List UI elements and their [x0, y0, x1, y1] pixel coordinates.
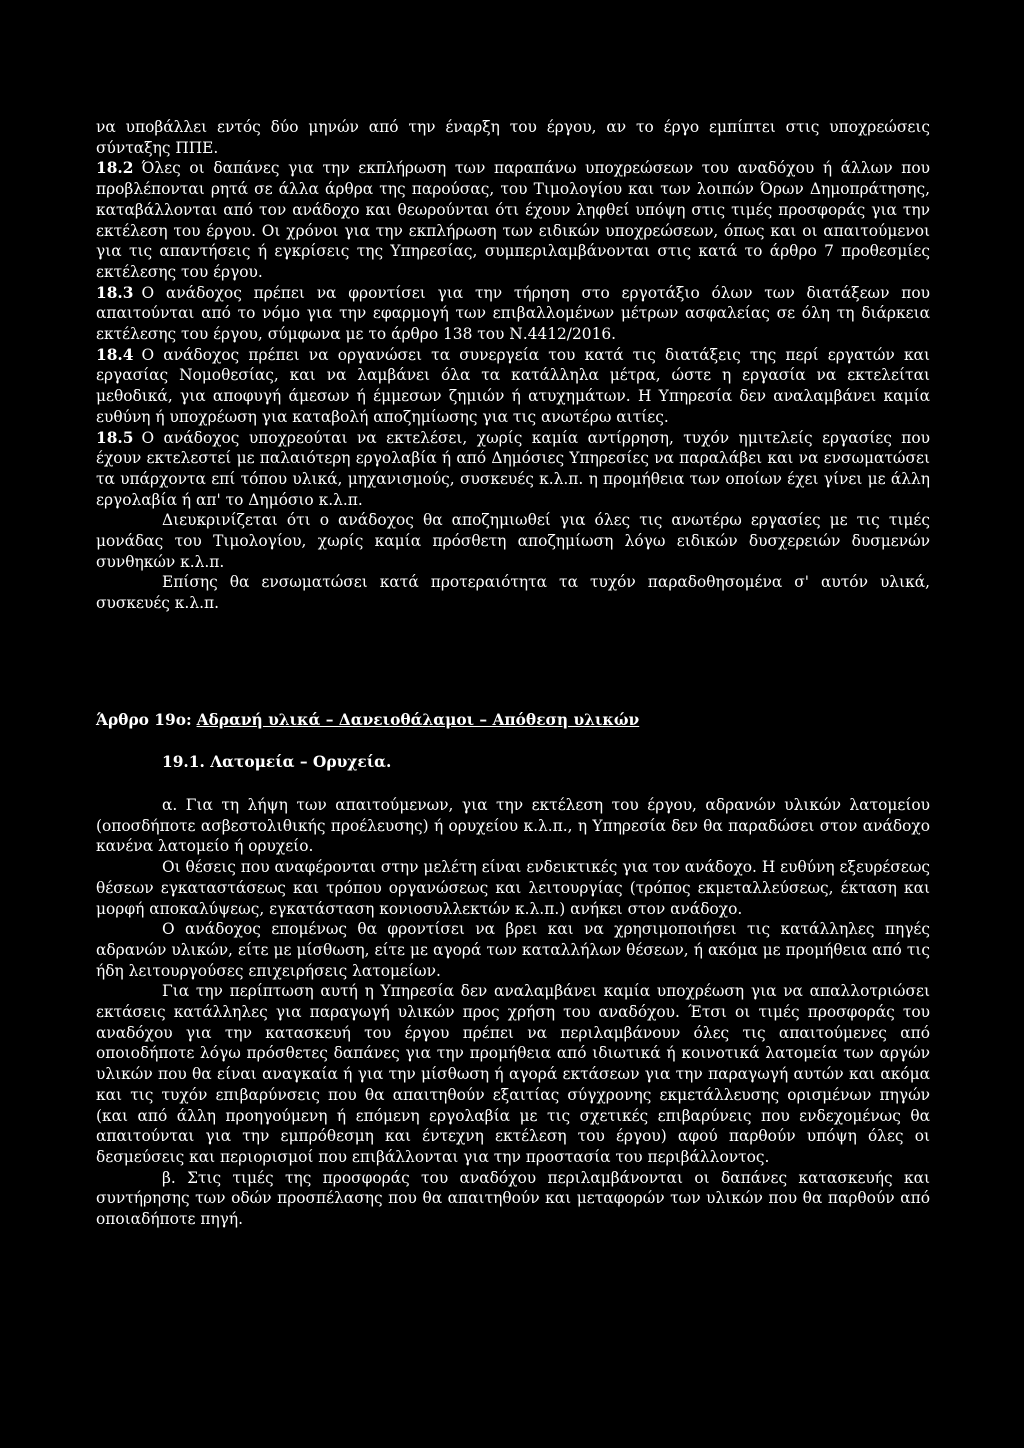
paragraph-18-4: [96, 345, 930, 428]
section-number: 18.5: [96, 428, 134, 447]
paragraph-18-5: [96, 428, 930, 511]
section-number: 18.4: [96, 345, 134, 364]
paragraph-text: Όλες οι δαπάνες για την εκπλήρωση των παραπάνω υποχρεώσεων του αναδόχου ή άλλων που προβλέπονται ρητά σε άλλα άρθρα της παρούσας, του Τιμολογίου και των λοιπών Όρων Δημοπράτησης, καταβάλλονται από τον ανάδοχο και θεωρούνται ότι έχουν ληφθεί υπόψη στις τιμές προσφοράς για την εκτέλεση του έργου. Οι χρόνοι για την εκπλήρωση των ειδικών υποχρεώσεων, όπως και οι απαιτούμενοι για τις απαντήσεις ή εγκρίσεις της Υπηρεσίας, συμπεριλαμβάνονται στις κατά το άρθρο 7 προθεσμίες εκτέλεσης του έργου.: [96, 159, 930, 281]
article-heading: Αδρανή υλικά – Δανειοθάλαμοι – Απόθεση υλικών: [196, 711, 640, 729]
article-19-heading-block: [96, 710, 930, 731]
paragraph-19-sources: Ο ανάδοχος επομένως θα φροντίσει να βρει και να χρησιμοποιήσει τις κατάλληλες πηγές αδρανών υλικών, είτε με μίσθωση, είτε με αγορά των καταλλήλων θέσεων, ή ακόμα με προμήθεια από τις ήδη λειτουργούσες επιχειρήσεις λατομείων.: [96, 920, 930, 980]
subheading-19-1: 19.1. Λατομεία – Ορυχεία.: [162, 753, 392, 771]
section-18-block: [96, 117, 930, 614]
paragraph-19-positions: Οι θέσεις που αναφέρονται στην μελέτη είναι ενδεικτικές για τον ανάδοχο. Η ευθύνη εξευρέσεως θέσεων εγκαταστάσεως και τρόπου οργανώσεως και λειτουργίας (τρόπος εκμεταλλεύσεως, έκταση και μορφή αποκαλύψεως, εγκατάσταση κονιοσυλλεκτών κ.λ.π.) ανήκει στον ανάδοχο.: [96, 858, 930, 918]
paragraph-18-3: [96, 283, 930, 345]
section-number: 18.3: [96, 283, 134, 302]
article-title: [96, 710, 930, 731]
article-19-body: [96, 795, 930, 1230]
paragraph-18-1-tail: να υποβάλλει εντός δύο μηνών από την έναρξη του έργου, αν το έργο εμπίπτει στις υποχρεώσεις σύνταξης ΠΠΕ.: [96, 118, 930, 157]
article-label: Άρθρο 19ο:: [96, 711, 192, 729]
paragraph-18-5-also: Επίσης θα ενσωματώσει κατά προτεραιότητα τα τυχόν παραδοθησομένα σ' αυτόν υλικά, συσκευές κ.λ.π.: [96, 573, 930, 613]
paragraph-18-2: [96, 158, 930, 282]
paragraph-19-expropriation: Για την περίπτωση αυτή η Υπηρεσία δεν αναλαμβάνει καμία υποχρέωση για να απαλλοτριώσει εκτάσεις κατάλληλες για παραγωγή υλικών προς χρήση του αναδόχου. Έτσι οι τιμές προσφοράς του αναδόχου για την κατασκευή του έργου πρέπει να περιλαμβάνουν όλες τις απαιτούμενες από οποιοδήποτε λόγω πρόσθετες δαπάνες για την προμήθεια από ιδιωτικά ή κοινοτικά λατομεία των αργών υλικών που θα είναι αναγκαία ή για την μίσθωση ή αγορά εκτάσεων για την παραγωγή αυτών και ακόμα και τις τυχόν επιβαρύνσεις που θα απαιτηθούν εξαιτίας σύγχρονης εκμετάλλευσης ορισμένων πηγών (και από άλλη προηγούμενη ή επόμενη εργολαβία με τις σχετικές επιβαρύνεις που ενδεχομένως θα απαιτούνται για την εμπρόθεσμη και έντεχνη εκτέλεση του έργου) αφού παρθούν υπόψη όλες οι δεσμεύσεις και περιορισμοί που επιβάλλονται για την προστασία του περιβάλλοντος.: [96, 982, 930, 1166]
paragraph-18-5-clarification: Διευκρινίζεται ότι ο ανάδοχος θα αποζημιωθεί για όλες τις ανωτέρω εργασίες με τις τιμές μονάδας του Τιμολογίου, χωρίς καμία πρόσθετη αποζημίωση λόγω ειδικών δυσχερειών δυσμενών συνθηκών κ.λ.π.: [96, 511, 930, 571]
section-number: 18.2: [96, 159, 134, 178]
subheading-block: [96, 752, 930, 773]
paragraph-text: Ο ανάδοχος υποχρεούται να εκτελέσει, χωρίς καμία αντίρρηση, τυχόν ημιτελείς εργασίες που έχουν εκτελεστεί με παλαιότερη εργολαβία ή από Δημόσιες Υπηρεσίες να παραλάβει και να ενσωματώσει τα υπάρχοντα επί τόπου υλικά, μηχανισμούς, συσκευές κ.λ.π. η προμήθεια των οποίων έχει γίνει με άλλη εργολαβία ή απ' το Δημόσιο κ.λ.π.: [96, 428, 930, 509]
paragraph-19-b: β. Στις τιμές της προσφοράς του αναδόχου περιλαμβάνονται οι δαπάνες κατασκευής και συντήρησης των οδών προσπέλασης που θα απαιτηθούν και μεταφορών των υλικών που θα παρθούν από οποιαδήποτε πηγή.: [96, 1168, 930, 1229]
paragraph-text: Ο ανάδοχος πρέπει να οργανώσει τα συνεργεία του κατά τις διατάξεις της περί εργατών και εργασίας Νομοθεσίας, και να λαμβάνει όλα τα κατάλληλα μέτρα, ώστε η εργασία να εκτελείται μεθοδικά, για αποφυγή άμεσων ή έμμεσων ζημιών ή ατυχημάτων. Η Υπηρεσία δεν αναλαμβάνει καμία ευθύνη ή υποχρέωση για καταβολή αποζημίωσης για τις ανωτέρω αιτίες.: [96, 345, 930, 426]
paragraph-text: Ο ανάδοχος πρέπει να φροντίσει για την τήρηση στο εργοτάξιο όλων των διατάξεων που απαιτούνται από το νόμο για την εφαρμογή των επιβαλλομένων μέτρων ασφαλείας σε όλη τη διάρκεια εκτέλεσης του έργου, σύμφωνα με το άρθρο 138 του Ν.4412/2016.: [96, 283, 930, 344]
paragraph-19-a: α. Για τη λήψη των απαιτούμενων, για την εκτέλεση του έργου, αδρανών υλικών λατομείου (οποσδήποτε ασβεστολιθικής προέλευσης) ή ορυχείου κ.λ.π., η Υπηρεσία δεν θα παραδώσει στον ανάδοχο κανένα λατομείο ή ορυχείο.: [96, 796, 930, 856]
